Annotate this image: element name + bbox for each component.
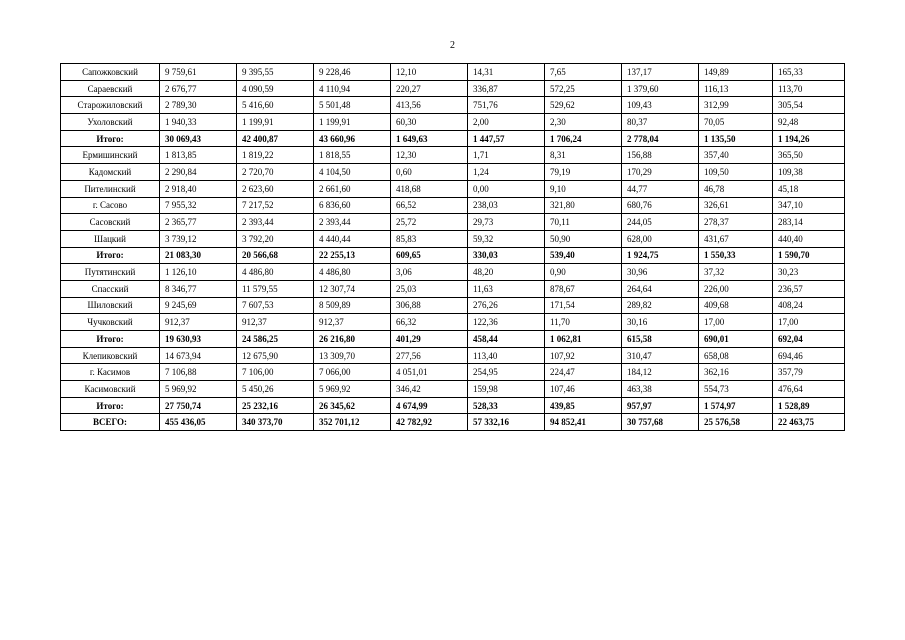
value-cell: 14 673,94 [160, 347, 237, 364]
value-cell: 226,00 [699, 280, 773, 297]
table-row [61, 164, 845, 181]
value-cell: 278,37 [699, 214, 773, 231]
value-cell: 7 955,32 [160, 197, 237, 214]
value-cell: 113,40 [468, 347, 545, 364]
district-name-cell: Итого: [61, 331, 160, 348]
value-cell: 70,05 [699, 114, 773, 131]
value-cell: 48,20 [468, 264, 545, 281]
value-cell: 2,00 [468, 114, 545, 131]
value-cell: 24 586,25 [237, 331, 314, 348]
value-cell: 289,82 [622, 297, 699, 314]
district-name-cell: Спасский [61, 280, 160, 297]
page-number: 2 [450, 40, 455, 51]
value-cell: 66,32 [391, 314, 468, 331]
value-cell: 1,24 [468, 164, 545, 181]
value-cell: 109,50 [699, 164, 773, 181]
value-cell: 12 307,74 [314, 280, 391, 297]
value-cell: 30,23 [773, 264, 845, 281]
value-cell: 12,30 [391, 147, 468, 164]
value-cell: 9 395,55 [237, 64, 314, 81]
value-cell: 14,31 [468, 64, 545, 81]
value-cell: 80,37 [622, 114, 699, 131]
table-row [61, 264, 845, 281]
value-cell: 321,80 [545, 197, 622, 214]
value-cell: 1 199,91 [237, 114, 314, 131]
value-cell: 2 778,04 [622, 130, 699, 147]
value-cell: 609,65 [391, 247, 468, 264]
district-name-cell: Чучковский [61, 314, 160, 331]
value-cell: 528,33 [468, 397, 545, 414]
value-cell: 418,68 [391, 180, 468, 197]
value-cell: 12 675,90 [237, 347, 314, 364]
value-cell: 30 069,43 [160, 130, 237, 147]
value-cell: 170,29 [622, 164, 699, 181]
value-cell: 9,10 [545, 180, 622, 197]
value-cell: 2 393,44 [237, 214, 314, 231]
value-cell: 22 255,13 [314, 247, 391, 264]
table-row [61, 381, 845, 398]
value-cell: 352 701,12 [314, 414, 391, 431]
value-cell: 66,52 [391, 197, 468, 214]
table-row [61, 114, 845, 131]
table-row [61, 347, 845, 364]
value-cell: 50,90 [545, 230, 622, 247]
value-cell: 1 135,50 [699, 130, 773, 147]
value-cell: 310,47 [622, 347, 699, 364]
value-cell: 957,97 [622, 397, 699, 414]
value-cell: 4 674,99 [391, 397, 468, 414]
value-cell: 439,85 [545, 397, 622, 414]
value-cell: 694,46 [773, 347, 845, 364]
value-cell: 19 630,93 [160, 331, 237, 348]
value-cell: 751,76 [468, 97, 545, 114]
value-cell: 8 509,89 [314, 297, 391, 314]
value-cell: 2 393,44 [314, 214, 391, 231]
district-name-cell: Сараевский [61, 80, 160, 97]
value-cell: 3 792,20 [237, 230, 314, 247]
value-cell: 5 969,92 [314, 381, 391, 398]
value-cell: 59,32 [468, 230, 545, 247]
table-row [61, 147, 845, 164]
value-cell: 159,98 [468, 381, 545, 398]
statistics-table [60, 63, 845, 431]
value-cell: 57 332,16 [468, 414, 545, 431]
value-cell: 347,10 [773, 197, 845, 214]
table-row [61, 364, 845, 381]
value-cell: 2 789,30 [160, 97, 237, 114]
value-cell: 1 062,81 [545, 331, 622, 348]
value-cell: 107,92 [545, 347, 622, 364]
district-name-cell: Старожиловский [61, 97, 160, 114]
value-cell: 1 126,10 [160, 264, 237, 281]
value-cell: 1,71 [468, 147, 545, 164]
value-cell: 244,05 [622, 214, 699, 231]
value-cell: 9 245,69 [160, 297, 237, 314]
value-cell: 11,70 [545, 314, 622, 331]
district-name-cell: Итого: [61, 397, 160, 414]
table-row [61, 80, 845, 97]
value-cell: 1 940,33 [160, 114, 237, 131]
table-row [61, 64, 845, 81]
value-cell: 306,88 [391, 297, 468, 314]
value-cell: 2 720,70 [237, 164, 314, 181]
value-cell: 8,31 [545, 147, 622, 164]
value-cell: 1 590,70 [773, 247, 845, 264]
value-cell: 5 416,60 [237, 97, 314, 114]
district-name-cell: Сапожковский [61, 64, 160, 81]
value-cell: 42 782,92 [391, 414, 468, 431]
district-name-cell: Кадомский [61, 164, 160, 181]
district-name-cell: г. Касимов [61, 364, 160, 381]
table-row [61, 314, 845, 331]
value-cell: 330,03 [468, 247, 545, 264]
value-cell: 30 757,68 [622, 414, 699, 431]
value-cell: 912,37 [314, 314, 391, 331]
value-cell: 254,95 [468, 364, 545, 381]
value-cell: 690,01 [699, 331, 773, 348]
value-cell: 137,17 [622, 64, 699, 81]
district-name-cell: Шиловский [61, 297, 160, 314]
value-cell: 37,32 [699, 264, 773, 281]
value-cell: 357,79 [773, 364, 845, 381]
value-cell: 1 550,33 [699, 247, 773, 264]
value-cell: 431,67 [699, 230, 773, 247]
value-cell: 440,40 [773, 230, 845, 247]
value-cell: 7 217,52 [237, 197, 314, 214]
value-cell: 878,67 [545, 280, 622, 297]
value-cell: 277,56 [391, 347, 468, 364]
subtotal-row [61, 331, 845, 348]
value-cell: 3 739,12 [160, 230, 237, 247]
value-cell: 408,24 [773, 297, 845, 314]
value-cell: 4 104,50 [314, 164, 391, 181]
value-cell: 238,03 [468, 197, 545, 214]
value-cell: 1 706,24 [545, 130, 622, 147]
value-cell: 4 110,94 [314, 80, 391, 97]
value-cell: 8 346,77 [160, 280, 237, 297]
value-cell: 357,40 [699, 147, 773, 164]
value-cell: 26 216,80 [314, 331, 391, 348]
value-cell: 1 819,22 [237, 147, 314, 164]
value-cell: 2 661,60 [314, 180, 391, 197]
value-cell: 362,16 [699, 364, 773, 381]
table-row [61, 280, 845, 297]
value-cell: 149,89 [699, 64, 773, 81]
value-cell: 1 199,91 [314, 114, 391, 131]
subtotal-row [61, 130, 845, 147]
value-cell: 409,68 [699, 297, 773, 314]
value-cell: 1 574,97 [699, 397, 773, 414]
value-cell: 2 290,84 [160, 164, 237, 181]
value-cell: 912,37 [237, 314, 314, 331]
district-name-cell: Итого: [61, 247, 160, 264]
value-cell: 3,06 [391, 264, 468, 281]
value-cell: 220,27 [391, 80, 468, 97]
value-cell: 184,12 [622, 364, 699, 381]
district-name-cell: Пителинский [61, 180, 160, 197]
value-cell: 9 228,46 [314, 64, 391, 81]
value-cell: 572,25 [545, 80, 622, 97]
value-cell: 455 436,05 [160, 414, 237, 431]
value-cell: 2 365,77 [160, 214, 237, 231]
value-cell: 46,78 [699, 180, 773, 197]
table-row [61, 214, 845, 231]
value-cell: 1 194,26 [773, 130, 845, 147]
value-cell: 27 750,74 [160, 397, 237, 414]
value-cell: 85,83 [391, 230, 468, 247]
value-cell: 25 576,58 [699, 414, 773, 431]
value-cell: 0,00 [468, 180, 545, 197]
value-cell: 365,50 [773, 147, 845, 164]
value-cell: 413,56 [391, 97, 468, 114]
value-cell: 529,62 [545, 97, 622, 114]
value-cell: 1 924,75 [622, 247, 699, 264]
district-name-cell: Ермишинский [61, 147, 160, 164]
value-cell: 7 066,00 [314, 364, 391, 381]
value-cell: 7 607,53 [237, 297, 314, 314]
value-cell: 539,40 [545, 247, 622, 264]
value-cell: 1 818,55 [314, 147, 391, 164]
value-cell: 165,33 [773, 64, 845, 81]
value-cell: 1 649,63 [391, 130, 468, 147]
subtotal-row [61, 397, 845, 414]
value-cell: 7 106,88 [160, 364, 237, 381]
value-cell: 224,47 [545, 364, 622, 381]
value-cell: 13 309,70 [314, 347, 391, 364]
value-cell: 4 090,59 [237, 80, 314, 97]
value-cell: 458,44 [468, 331, 545, 348]
value-cell: 305,54 [773, 97, 845, 114]
value-cell: 43 660,96 [314, 130, 391, 147]
grand-total-row [61, 414, 845, 431]
value-cell: 4 051,01 [391, 364, 468, 381]
value-cell: 107,46 [545, 381, 622, 398]
district-name-cell: Ухоловский [61, 114, 160, 131]
value-cell: 346,42 [391, 381, 468, 398]
value-cell: 2,30 [545, 114, 622, 131]
subtotal-row [61, 247, 845, 264]
value-cell: 94 852,41 [545, 414, 622, 431]
value-cell: 70,11 [545, 214, 622, 231]
value-cell: 283,14 [773, 214, 845, 231]
district-name-cell: Сасовский [61, 214, 160, 231]
value-cell: 11,63 [468, 280, 545, 297]
value-cell: 5 969,92 [160, 381, 237, 398]
value-cell: 326,61 [699, 197, 773, 214]
district-name-cell: г. Сасово [61, 197, 160, 214]
district-name-cell: Клепиковский [61, 347, 160, 364]
value-cell: 312,99 [699, 97, 773, 114]
value-cell: 0,90 [545, 264, 622, 281]
value-cell: 29,73 [468, 214, 545, 231]
value-cell: 116,13 [699, 80, 773, 97]
value-cell: 25,03 [391, 280, 468, 297]
value-cell: 692,04 [773, 331, 845, 348]
value-cell: 615,58 [622, 331, 699, 348]
value-cell: 122,36 [468, 314, 545, 331]
value-cell: 21 083,30 [160, 247, 237, 264]
value-cell: 1 379,60 [622, 80, 699, 97]
value-cell: 554,73 [699, 381, 773, 398]
value-cell: 22 463,75 [773, 414, 845, 431]
value-cell: 7 106,00 [237, 364, 314, 381]
district-name-cell: Итого: [61, 130, 160, 147]
value-cell: 0,60 [391, 164, 468, 181]
value-cell: 1 813,85 [160, 147, 237, 164]
value-cell: 9 759,61 [160, 64, 237, 81]
value-cell: 26 345,62 [314, 397, 391, 414]
table-row [61, 180, 845, 197]
value-cell: 45,18 [773, 180, 845, 197]
value-cell: 20 566,68 [237, 247, 314, 264]
value-cell: 30,96 [622, 264, 699, 281]
value-cell: 42 400,87 [237, 130, 314, 147]
value-cell: 60,30 [391, 114, 468, 131]
value-cell: 109,43 [622, 97, 699, 114]
value-cell: 17,00 [699, 314, 773, 331]
value-cell: 4 486,80 [314, 264, 391, 281]
value-cell: 628,00 [622, 230, 699, 247]
value-cell: 264,64 [622, 280, 699, 297]
value-cell: 44,77 [622, 180, 699, 197]
value-cell: 109,38 [773, 164, 845, 181]
value-cell: 658,08 [699, 347, 773, 364]
value-cell: 11 579,55 [237, 280, 314, 297]
value-cell: 5 450,26 [237, 381, 314, 398]
value-cell: 476,64 [773, 381, 845, 398]
value-cell: 912,37 [160, 314, 237, 331]
value-cell: 463,38 [622, 381, 699, 398]
value-cell: 17,00 [773, 314, 845, 331]
value-cell: 171,54 [545, 297, 622, 314]
table-row [61, 197, 845, 214]
value-cell: 5 501,48 [314, 97, 391, 114]
district-name-cell: ВСЕГО: [61, 414, 160, 431]
value-cell: 680,76 [622, 197, 699, 214]
value-cell: 1 447,57 [468, 130, 545, 147]
table-row [61, 97, 845, 114]
value-cell: 4 440,44 [314, 230, 391, 247]
value-cell: 1 528,89 [773, 397, 845, 414]
district-name-cell: Шацкий [61, 230, 160, 247]
value-cell: 276,26 [468, 297, 545, 314]
value-cell: 156,88 [622, 147, 699, 164]
district-name-cell: Касимовский [61, 381, 160, 398]
value-cell: 401,29 [391, 331, 468, 348]
value-cell: 92,48 [773, 114, 845, 131]
value-cell: 236,57 [773, 280, 845, 297]
value-cell: 30,16 [622, 314, 699, 331]
value-cell: 113,70 [773, 80, 845, 97]
value-cell: 6 836,60 [314, 197, 391, 214]
value-cell: 2 676,77 [160, 80, 237, 97]
value-cell: 7,65 [545, 64, 622, 81]
value-cell: 2 623,60 [237, 180, 314, 197]
value-cell: 336,87 [468, 80, 545, 97]
table-row [61, 297, 845, 314]
table-row [61, 230, 845, 247]
value-cell: 25 232,16 [237, 397, 314, 414]
value-cell: 79,19 [545, 164, 622, 181]
district-name-cell: Путятинский [61, 264, 160, 281]
value-cell: 25,72 [391, 214, 468, 231]
value-cell: 2 918,40 [160, 180, 237, 197]
value-cell: 12,10 [391, 64, 468, 81]
value-cell: 4 486,80 [237, 264, 314, 281]
value-cell: 340 373,70 [237, 414, 314, 431]
